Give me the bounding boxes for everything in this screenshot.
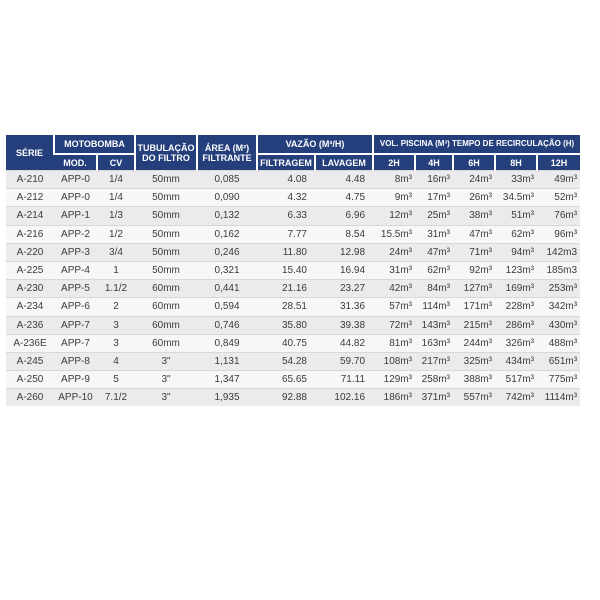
table-cell: 81m³ <box>373 334 415 352</box>
table-cell: 114m³ <box>415 298 453 316</box>
table-cell: 742m³ <box>495 389 537 407</box>
table-cell: 59.70 <box>315 352 373 370</box>
table-cell: 1/3 <box>97 207 135 225</box>
table-cell: 775m³ <box>537 371 580 389</box>
header-2h: 2H <box>373 154 415 171</box>
table-cell: 25m³ <box>415 207 453 225</box>
table-cell: 7.77 <box>257 225 315 243</box>
table-cell: 0,246 <box>197 243 257 261</box>
table-cell: 11.80 <box>257 243 315 261</box>
table-cell: 217m³ <box>415 352 453 370</box>
header-8h: 8H <box>495 154 537 171</box>
table-cell: A-225 <box>6 261 54 279</box>
table-cell: APP-2 <box>54 225 97 243</box>
table-cell: 23.27 <box>315 280 373 298</box>
table-cell: 51m³ <box>495 207 537 225</box>
table-cell: 7.1/2 <box>97 389 135 407</box>
table-cell: 15.40 <box>257 261 315 279</box>
table-row <box>6 298 580 316</box>
table-cell: 129m³ <box>373 371 415 389</box>
table-cell: 123m³ <box>495 261 537 279</box>
table-cell: 127m³ <box>453 280 495 298</box>
table-row <box>6 371 580 389</box>
table-cell: 1/4 <box>97 171 135 189</box>
table-cell: APP-7 <box>54 316 97 334</box>
table-cell: 4.32 <box>257 189 315 207</box>
table-cell: 31m³ <box>415 225 453 243</box>
table-row <box>6 389 580 407</box>
header-motobomba: MOTOBOMBA <box>54 135 135 154</box>
table-cell: 3 <box>97 334 135 352</box>
table-cell: 244m³ <box>453 334 495 352</box>
table-row <box>6 280 580 298</box>
table-cell: APP-8 <box>54 352 97 370</box>
table-cell: 0,746 <box>197 316 257 334</box>
table-cell: 326m³ <box>495 334 537 352</box>
table-cell: 371m³ <box>415 389 453 407</box>
table-cell: 4.75 <box>315 189 373 207</box>
header-area <box>197 135 257 171</box>
table-cell: 2 <box>97 298 135 316</box>
table-row <box>6 243 580 261</box>
table-cell: 286m³ <box>495 316 537 334</box>
table-cell: 28.51 <box>257 298 315 316</box>
table-cell: 60mm <box>135 334 197 352</box>
table-cell: 65.65 <box>257 371 315 389</box>
table-cell: 186m³ <box>373 389 415 407</box>
table-cell: 21.16 <box>257 280 315 298</box>
table-cell: 60mm <box>135 316 197 334</box>
table-cell: A-220 <box>6 243 54 261</box>
table-cell: 39.38 <box>315 316 373 334</box>
table-cell: 50mm <box>135 207 197 225</box>
table-cell: 325m³ <box>453 352 495 370</box>
table-cell: 71m³ <box>453 243 495 261</box>
table-row <box>6 352 580 370</box>
table-cell: 3" <box>135 371 197 389</box>
table-cell: 6.33 <box>257 207 315 225</box>
table-cell: 4 <box>97 352 135 370</box>
table-cell: 40.75 <box>257 334 315 352</box>
header-tubulacao <box>135 135 197 171</box>
table-cell: 24m³ <box>373 243 415 261</box>
table-cell: 169m³ <box>495 280 537 298</box>
table-cell: 42m³ <box>373 280 415 298</box>
table-cell: 12.98 <box>315 243 373 261</box>
table-cell: 5 <box>97 371 135 389</box>
table-cell: 8m³ <box>373 171 415 189</box>
table-cell: A-260 <box>6 389 54 407</box>
table-cell: 26m³ <box>453 189 495 207</box>
table-cell: 108m³ <box>373 352 415 370</box>
table-cell: A-250 <box>6 371 54 389</box>
header-12h: 12H <box>537 154 580 171</box>
header-tubulacao-line1: TUBULAÇÃO <box>137 142 195 153</box>
table-cell: 0,441 <box>197 280 257 298</box>
table-cell: APP-0 <box>54 171 97 189</box>
table-body <box>6 171 580 407</box>
table-row <box>6 316 580 334</box>
table-cell: 3/4 <box>97 243 135 261</box>
table-cell: 342m³ <box>537 298 580 316</box>
table-cell: 0,321 <box>197 261 257 279</box>
table-cell: APP-5 <box>54 280 97 298</box>
table-cell: 31.36 <box>315 298 373 316</box>
header-tubulacao-line2: DO FILTRO <box>142 152 190 163</box>
table-cell: A-236 <box>6 316 54 334</box>
table-cell: 215m³ <box>453 316 495 334</box>
table-cell: 6.96 <box>315 207 373 225</box>
table-cell: 47m³ <box>415 243 453 261</box>
header-area-line2: FILTRANTE <box>202 152 252 163</box>
table-cell: 71.11 <box>315 371 373 389</box>
table-cell: 38m³ <box>453 207 495 225</box>
table-cell: 50mm <box>135 225 197 243</box>
table-cell: 143m³ <box>415 316 453 334</box>
table-cell: 94m³ <box>495 243 537 261</box>
table-cell: 16.94 <box>315 261 373 279</box>
table-cell: APP-10 <box>54 389 97 407</box>
table-cell: 60mm <box>135 280 197 298</box>
table-cell: 50mm <box>135 261 197 279</box>
table-cell: 430m³ <box>537 316 580 334</box>
table-cell: 44.82 <box>315 334 373 352</box>
table-cell: 142m3 <box>537 243 580 261</box>
table-cell: 92m³ <box>453 261 495 279</box>
table-cell: 0,085 <box>197 171 257 189</box>
table-cell: 1,347 <box>197 371 257 389</box>
table-cell: 17m³ <box>415 189 453 207</box>
table-cell: 50mm <box>135 189 197 207</box>
table-cell: 102.16 <box>315 389 373 407</box>
table-cell: 50mm <box>135 171 197 189</box>
table-cell: A-210 <box>6 171 54 189</box>
header-filtragem: FILTRAGEM <box>257 154 315 171</box>
table-cell: A-212 <box>6 189 54 207</box>
table-cell: 163m³ <box>415 334 453 352</box>
table-cell: 54.28 <box>257 352 315 370</box>
table-cell: APP-9 <box>54 371 97 389</box>
table-cell: APP-4 <box>54 261 97 279</box>
table-cell: APP-6 <box>54 298 97 316</box>
header-mod: MOD. <box>54 154 97 171</box>
table-cell: 62m³ <box>495 225 537 243</box>
table-cell: 258m³ <box>415 371 453 389</box>
table-row <box>6 207 580 225</box>
table-row <box>6 189 580 207</box>
table-row <box>6 171 580 189</box>
table-cell: 35.80 <box>257 316 315 334</box>
table-cell: 72m³ <box>373 316 415 334</box>
table-cell: 96m³ <box>537 225 580 243</box>
table-cell: 76m³ <box>537 207 580 225</box>
table-cell: 3" <box>135 352 197 370</box>
table-cell: 92.88 <box>257 389 315 407</box>
header-lavagem: LAVAGEM <box>315 154 373 171</box>
table-cell: 33m³ <box>495 171 537 189</box>
table-cell: 0,594 <box>197 298 257 316</box>
header-4h: 4H <box>415 154 453 171</box>
table-cell: 8.54 <box>315 225 373 243</box>
table-cell: 12m³ <box>373 207 415 225</box>
table-cell: 185m3 <box>537 261 580 279</box>
table-cell: 9m³ <box>373 189 415 207</box>
header-serie: SÉRIE <box>6 135 54 171</box>
table-cell: 34.5m³ <box>495 189 537 207</box>
table-cell: 488m³ <box>537 334 580 352</box>
table-cell: 1,131 <box>197 352 257 370</box>
table-cell: A-245 <box>6 352 54 370</box>
table-cell: 1/2 <box>97 225 135 243</box>
table-cell: 1 <box>97 261 135 279</box>
table-cell: 1,935 <box>197 389 257 407</box>
table-cell: 84m³ <box>415 280 453 298</box>
table-header <box>6 135 580 171</box>
table-cell: APP-3 <box>54 243 97 261</box>
table-cell: 171m³ <box>453 298 495 316</box>
table-cell: A-234 <box>6 298 54 316</box>
table-cell: 651m³ <box>537 352 580 370</box>
header-area-line1: ÁREA (M²) <box>204 142 250 153</box>
table-cell: 4.48 <box>315 171 373 189</box>
table-cell: 0,849 <box>197 334 257 352</box>
table-cell: 50mm <box>135 243 197 261</box>
table-cell: 517m³ <box>495 371 537 389</box>
table-cell: APP-1 <box>54 207 97 225</box>
table-cell: 1114m³ <box>537 389 580 407</box>
table-cell: 0,132 <box>197 207 257 225</box>
table-row <box>6 225 580 243</box>
table-cell: A-216 <box>6 225 54 243</box>
specs-table <box>6 135 580 406</box>
table-cell: 1/4 <box>97 189 135 207</box>
table-cell: 1.1/2 <box>97 280 135 298</box>
table-cell: 388m³ <box>453 371 495 389</box>
table-cell: 434m³ <box>495 352 537 370</box>
header-volume: VOL. PISCINA (M³) TEMPO DE RECIRCULAÇÃO (H) <box>373 135 580 154</box>
table-cell: 47m³ <box>453 225 495 243</box>
table-cell: A-236E <box>6 334 54 352</box>
table-cell: 0,162 <box>197 225 257 243</box>
header-vazao: VAZÃO (M³/H) <box>257 135 373 154</box>
header-6h: 6H <box>453 154 495 171</box>
table-cell: 3 <box>97 316 135 334</box>
table-row <box>6 334 580 352</box>
table-cell: APP-7 <box>54 334 97 352</box>
table-cell: 0,090 <box>197 189 257 207</box>
table-cell: A-214 <box>6 207 54 225</box>
table-cell: 3" <box>135 389 197 407</box>
table-cell: 15.5m³ <box>373 225 415 243</box>
table-cell: 52m³ <box>537 189 580 207</box>
table-cell: 31m³ <box>373 261 415 279</box>
table-cell: A-230 <box>6 280 54 298</box>
table-cell: 49m³ <box>537 171 580 189</box>
table-cell: 228m³ <box>495 298 537 316</box>
table-cell: 16m³ <box>415 171 453 189</box>
header-cv: CV <box>97 154 135 171</box>
table-cell: 24m³ <box>453 171 495 189</box>
table-cell: 57m³ <box>373 298 415 316</box>
table-row <box>6 261 580 279</box>
table-cell: 62m³ <box>415 261 453 279</box>
table-cell: 253m³ <box>537 280 580 298</box>
table-cell: 557m³ <box>453 389 495 407</box>
table-cell: APP-0 <box>54 189 97 207</box>
table-cell: 4.08 <box>257 171 315 189</box>
table-cell: 60mm <box>135 298 197 316</box>
